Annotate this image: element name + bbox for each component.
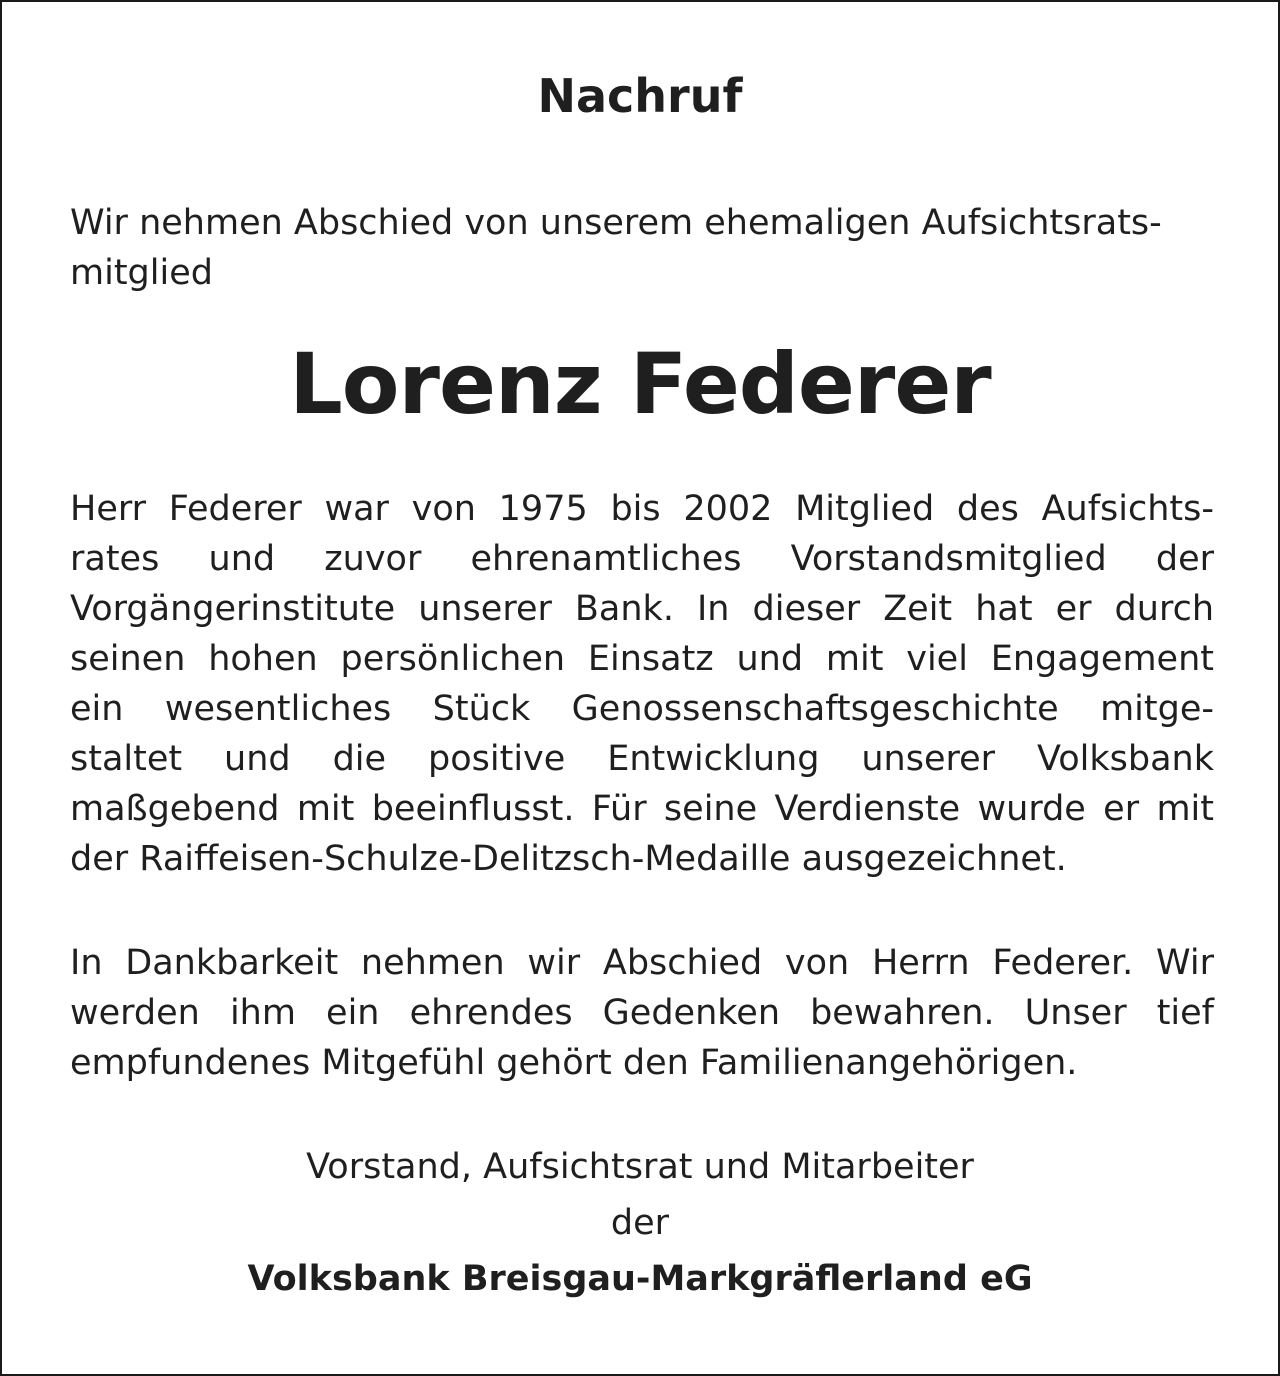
signature-line: Vorstand, Aufsichtsrat und Mitarbeiter [306,1147,974,1187]
paragraph-line: staltet und die positive Entwicklung unserer Volksbank [70,739,1214,779]
signature-line: der [610,1203,670,1243]
intro-line: Wir nehmen Abschied von unserem ehemaligen Aufsichtsrats- [70,203,1162,243]
paragraph-line: In Dankbarkeit nehmen wir Abschied von Herrn Federer. Wir [70,943,1214,983]
deceased-name: Lorenz Federer [289,335,991,433]
paragraph-line: maßgebend mit beeinflusst. Für seine Verdienste wurde er mit [70,789,1214,829]
biography-paragraph [70,484,1214,884]
paragraph-line: Herr Federer war von 1975 bis 2002 Mitglied des Aufsichts- [70,489,1214,529]
paragraph-line: werden ihm ein ehrendes Gedenken bewahren. Unser tief [70,993,1214,1033]
paragraph-line: ein wesentliches Stück Genossenschaftsgeschichte mitge- [70,689,1214,729]
paragraph-line: seinen hohen persönlichen Einsatz und mit viel Engagement [70,639,1214,679]
paragraph-line: Vorgängerinstitute unserer Bank. In dieser Zeit hat er durch [70,589,1214,629]
paragraph-line: empfundenes Mitgefühl gehört den Familienangehörigen. [70,1043,1078,1083]
paragraph-line: der Raiffeisen-Schulze-Delitzsch-Medaille ausgezeichnet. [70,839,1067,879]
intro-text [70,198,1214,298]
condolence-paragraph [70,938,1214,1088]
signature-organization: Volksbank Breisgau-Markgräflerland eG [247,1259,1033,1299]
notice-heading: Nachruf [537,69,743,123]
paragraph-line: rates und zuvor ehrenamtliches Vorstandsmitglied der [70,539,1214,579]
intro-line: mitglied [70,253,213,293]
